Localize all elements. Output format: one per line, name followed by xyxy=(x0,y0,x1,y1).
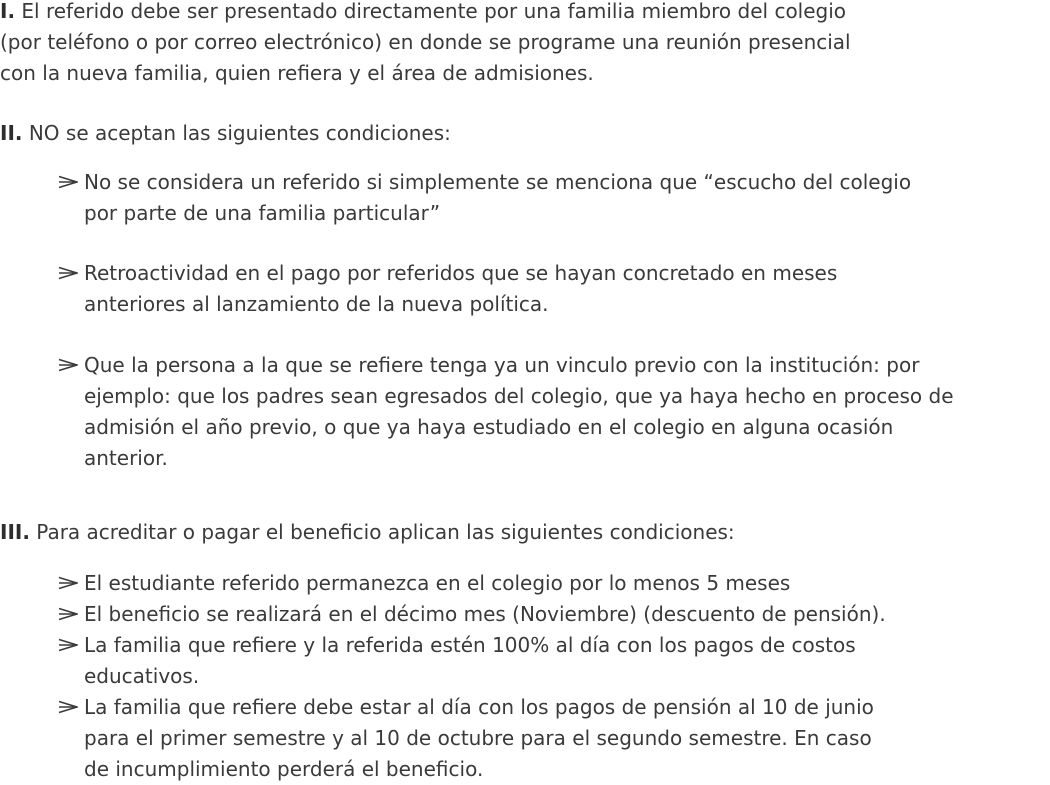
section-2-item-1: No se considera un referido si simplemente se menciona que “escucho del colegio por parte de una familia particular” xyxy=(84,170,912,225)
arrow-bullet-icon xyxy=(58,692,84,723)
arrow-bullet-icon xyxy=(58,568,84,599)
section-1-line-2: (por teléfono o por correo electrónico) en donde se programe una reunión presencial xyxy=(0,30,851,54)
arrow-bullet-icon xyxy=(58,350,84,381)
section-3-item-4: La familia que refiere debe estar al día con los pagos de pensión al 10 de junio para el primer semestre y al 10 de octubre para el segundo semestre. En caso de incumplimiento perderá el beneficio. xyxy=(84,695,874,781)
section-3-heading-text: Para acreditar o pagar el beneficio aplican las siguientes condiciones: xyxy=(29,520,735,544)
section-3-heading xyxy=(0,517,735,548)
section-1-line-1: I. El referido debe ser presentado directamente por una familia miembro del colegio xyxy=(0,0,847,23)
arrow-bullet-icon xyxy=(58,167,84,198)
arrow-bullet-icon xyxy=(58,258,84,289)
section-1-number: I. xyxy=(0,0,16,23)
section-2-number: II. xyxy=(0,121,23,145)
arrow-bullet-icon xyxy=(58,630,84,661)
section-2-item-3: Que la persona a la que se refiere tenga ya un vinculo previo con la institución: por ejemplo: que los padres sean egresados del colegio, que ya haya hecho en proceso de admisión el año previo, o que ya haya estudiado en el colegio en alguna ocasión anterior. xyxy=(84,353,954,470)
arrow-bullet-icon xyxy=(58,599,84,630)
section-1-line-3: con la nueva familia, quien refiera y el área de admisiones. xyxy=(0,61,594,85)
section-3-number: III. xyxy=(0,520,30,544)
section-2-heading xyxy=(0,118,451,149)
section-1 xyxy=(0,0,851,89)
section-3-item-1: El estudiante referido permanezca en el colegio por lo menos 5 meses xyxy=(84,571,791,595)
section-2-item-2: Retroactividad en el pago por referidos que se hayan concretado en meses anteriores al lanzamiento de la nueva política. xyxy=(84,261,838,316)
section-3-item-2: El beneficio se realizará en el décimo mes (Noviembre) (descuento de pensión). xyxy=(84,602,886,626)
section-2-heading-text: NO se aceptan las siguientes condiciones: xyxy=(22,121,451,145)
section-3-item-3: La familia que refiere y la referida estén 100% al día con los pagos de costos educativos. xyxy=(84,633,856,688)
